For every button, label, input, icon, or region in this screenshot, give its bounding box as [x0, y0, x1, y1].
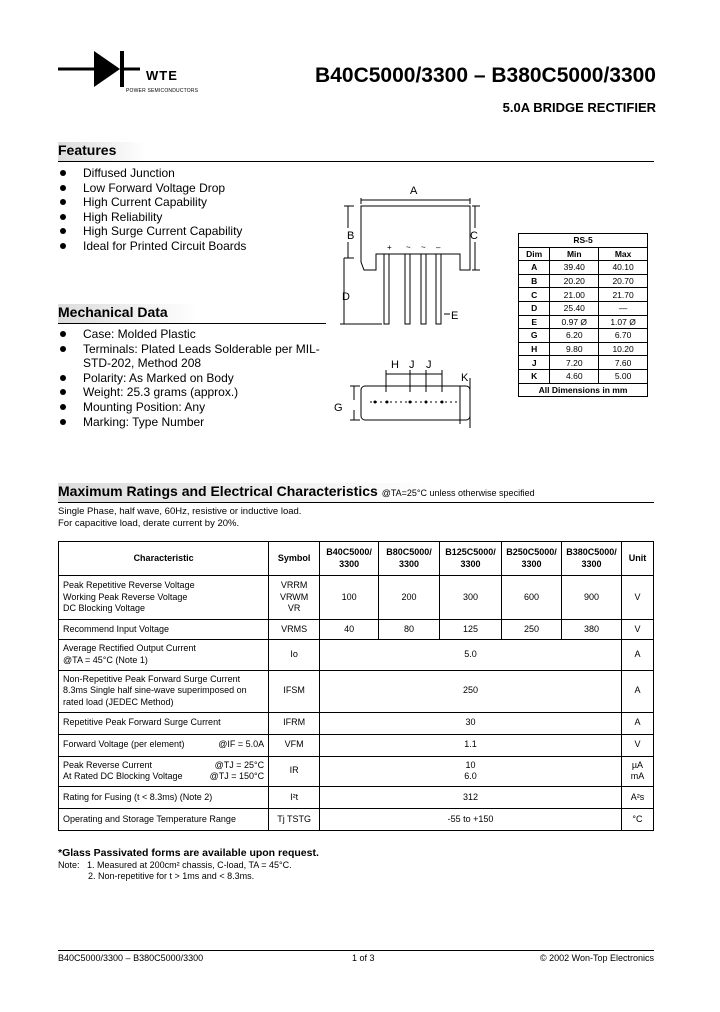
- row-value: 600: [502, 576, 562, 620]
- table-row: [519, 369, 648, 383]
- row-symbol: IFRM: [269, 712, 320, 734]
- row-label: @TA = 45°C (Note 1): [63, 654, 148, 665]
- row-unit: A: [621, 712, 653, 734]
- dim-cell: 39.40: [550, 261, 599, 275]
- dim-cell: 20.20: [550, 274, 599, 288]
- feature-item: Diffused Junction: [58, 166, 318, 181]
- row-label: At Rated DC Blocking Voltage: [63, 771, 183, 782]
- row-value: 30: [320, 712, 622, 734]
- mechanical-item: Mounting Position: Any: [58, 400, 328, 415]
- mechanical-item: Terminals: Plated Leads Solderable per MIL-STD-202, Method 208: [58, 342, 328, 371]
- row-label: Repetitive Peak Forward Surge Current: [59, 712, 269, 734]
- footer-part-number: B40C5000/3300 – B380C5000/3300: [58, 953, 204, 963]
- row-value: 312: [320, 787, 622, 809]
- row-symbol: Io: [269, 640, 320, 670]
- col-header: Symbol: [269, 542, 320, 576]
- dim-cell: 21.70: [599, 288, 648, 302]
- col-header: B125C5000/ 3300: [440, 542, 502, 576]
- footer-copyright: © 2002 Won-Top Electronics: [539, 953, 654, 963]
- dim-col-header: Dim: [519, 247, 550, 261]
- row-label: Operating and Storage Temperature Range: [59, 809, 269, 831]
- package-outline-diagram: [330, 178, 510, 438]
- row-unit: mA: [630, 771, 645, 782]
- ratings-condition: @TA=25°C unless otherwise specified: [381, 488, 535, 498]
- dim-label-g: G: [334, 402, 343, 414]
- row-label: 8.3ms Single half sine-wave superimposed on: [63, 685, 247, 696]
- row-label: rated load (JEDEC Method): [63, 696, 174, 707]
- glass-passivated-note: *Glass Passivated forms are available upon request.: [58, 847, 319, 859]
- row-label: Working Peak Reverse Voltage: [63, 591, 188, 602]
- col-header: Unit: [621, 542, 653, 576]
- row-label: Recommend Input Voltage: [59, 620, 269, 640]
- feature-item: Ideal for Printed Circuit Boards: [58, 239, 318, 254]
- dim-cell: B: [519, 274, 550, 288]
- page-subtitle: 5.0A BRIDGE RECTIFIER: [502, 100, 656, 115]
- table-row: [519, 315, 648, 329]
- logo-text: WTE: [146, 68, 178, 83]
- dim-cell: 25.40: [550, 301, 599, 315]
- table-row: [59, 756, 654, 786]
- row-value: 250: [320, 670, 622, 712]
- row-symbol: Tj TSTG: [269, 809, 320, 831]
- row-symbol: VFM: [269, 734, 320, 756]
- row-value: 5.0: [320, 640, 622, 670]
- footer-divider: [58, 950, 654, 951]
- dimension-table: [518, 233, 648, 397]
- dim-cell: 40.10: [599, 261, 648, 275]
- dim-label-e: E: [451, 310, 459, 322]
- col-header: B250C5000/ 3300: [502, 542, 562, 576]
- dim-cell: 6.20: [550, 329, 599, 343]
- dim-label-d: D: [342, 291, 350, 303]
- row-symbol: VRMS: [269, 620, 320, 640]
- row-unit: A: [621, 640, 653, 670]
- dim-cell: G: [519, 329, 550, 343]
- polarity-mark: ~: [421, 243, 426, 252]
- table-row: [59, 670, 654, 712]
- dim-cell: K: [519, 369, 550, 383]
- features-header: [58, 142, 654, 162]
- row-unit: A: [621, 670, 653, 712]
- row-condition: @TJ = 150°C: [209, 771, 265, 782]
- row-symbol: IR: [269, 756, 320, 786]
- dim-cell: 4.60: [550, 369, 599, 383]
- ratings-header: [58, 483, 654, 503]
- row-label: Peak Repetitive Reverse Voltage: [63, 580, 195, 590]
- dim-cell: 7.20: [550, 356, 599, 370]
- table-row: [59, 712, 654, 734]
- row-label: DC Blocking Voltage: [63, 603, 146, 614]
- intro-line: Single Phase, half wave, 60Hz, resistive or inductive load.: [58, 506, 302, 517]
- mechanical-list: [58, 327, 328, 429]
- row-value: 300: [440, 576, 502, 620]
- row-unit: A²s: [621, 787, 653, 809]
- page-title: B40C5000/3300 – B380C5000/3300: [315, 64, 656, 87]
- table-row: [519, 329, 648, 343]
- row-condition: @TJ = 25°C: [214, 759, 265, 770]
- ratings-table: [58, 541, 654, 831]
- row-unit: V: [621, 620, 653, 640]
- mechanical-item: Weight: 25.3 grams (approx.): [58, 385, 328, 400]
- table-row: [519, 261, 648, 275]
- table-row: [59, 620, 654, 640]
- dim-cell: 1.07 Ø: [599, 315, 648, 329]
- row-symbol: I²t: [269, 787, 320, 809]
- dim-label-a: A: [410, 185, 418, 197]
- row-condition: @IF = 5.0A: [218, 739, 265, 750]
- ratings-intro: [58, 506, 301, 530]
- dim-label-c: C: [470, 230, 478, 242]
- row-symbol: VRRM: [280, 580, 308, 590]
- dim-cell: 7.60: [599, 356, 648, 370]
- dim-cell: 0.97 Ø: [550, 315, 599, 329]
- dim-cell: J: [519, 356, 550, 370]
- dim-cell: 10.20: [599, 342, 648, 356]
- dim-cell: E: [519, 315, 550, 329]
- row-unit: V: [621, 576, 653, 620]
- row-value: 380: [561, 620, 621, 640]
- ratings-heading: Maximum Ratings and Electrical Characteristics: [58, 483, 378, 499]
- row-value: 125: [440, 620, 502, 640]
- polarity-mark: –: [436, 243, 441, 252]
- mechanical-item: Polarity: As Marked on Body: [58, 371, 328, 386]
- row-label: Forward Voltage (per element): [63, 739, 185, 750]
- package-name: RS-5: [519, 234, 648, 248]
- feature-item: High Reliability: [58, 210, 318, 225]
- mechanical-item: Case: Molded Plastic: [58, 327, 328, 342]
- dim-label-b: B: [347, 230, 355, 242]
- table-row: [519, 288, 648, 302]
- row-symbol: VRWM: [279, 591, 309, 602]
- row-label: Peak Reverse Current: [63, 759, 153, 770]
- note-item: 1. Measured at 200cm² chassis, C-load, TA = 45°C.: [87, 859, 292, 870]
- table-row: [519, 301, 648, 315]
- row-value: 1.1: [320, 734, 622, 756]
- row-value: 40: [320, 620, 379, 640]
- logo-subtext: POWER SEMICONDUCTORS: [126, 88, 199, 94]
- polarity-mark: ~: [406, 243, 411, 252]
- table-row: [59, 640, 654, 670]
- table-row: [59, 576, 654, 620]
- dim-cell: 9.80: [550, 342, 599, 356]
- mechanical-header: [58, 304, 326, 324]
- dim-col-header: Max: [599, 247, 648, 261]
- dim-label-j: J: [426, 359, 432, 371]
- footer-page-number: 1 of 3: [352, 953, 375, 963]
- row-label: Rating for Fusing (t < 8.3ms) (Note 2): [59, 787, 269, 809]
- row-value: 900: [561, 576, 621, 620]
- dim-label-j: J: [409, 359, 415, 371]
- col-header: B380C5000/ 3300: [561, 542, 621, 576]
- row-value: 200: [379, 576, 440, 620]
- note-item: 2. Non-repetitive for t > 1ms and < 8.3ms.: [88, 871, 255, 881]
- row-unit: V: [621, 734, 653, 756]
- table-row: [519, 356, 648, 370]
- notes-section: [58, 848, 319, 883]
- dim-cell: 21.00: [550, 288, 599, 302]
- table-row: [59, 787, 654, 809]
- table-row: [519, 274, 648, 288]
- dim-cell: —: [599, 301, 648, 315]
- mechanical-heading: Mechanical Data: [58, 304, 168, 320]
- row-unit: µA: [631, 759, 644, 770]
- dim-cell: A: [519, 261, 550, 275]
- dim-cell: 20.70: [599, 274, 648, 288]
- col-header: Characteristic: [59, 542, 269, 576]
- dim-cell: 6.70: [599, 329, 648, 343]
- intro-line: For capacitive load, derate current by 20%.: [58, 518, 240, 529]
- row-value: 6.0: [464, 771, 477, 782]
- table-row: [59, 809, 654, 831]
- features-heading: Features: [58, 142, 117, 158]
- row-symbol: VR: [287, 603, 301, 614]
- table-row: [519, 342, 648, 356]
- feature-item: High Current Capability: [58, 195, 318, 210]
- polarity-mark: +: [387, 243, 392, 252]
- dim-cell: C: [519, 288, 550, 302]
- dim-col-header: Min: [550, 247, 599, 261]
- row-label: Non-Repetitive Peak Forward Surge Current: [63, 673, 241, 684]
- row-label: Average Rectified Output Current: [63, 643, 196, 654]
- row-value: -55 to +150: [320, 809, 622, 831]
- col-header: B80C5000/ 3300: [379, 542, 440, 576]
- dim-label-h: H: [391, 359, 399, 371]
- note-label: Note:: [58, 859, 80, 870]
- features-list: [58, 166, 318, 254]
- row-value: 80: [379, 620, 440, 640]
- row-symbol: IFSM: [269, 670, 320, 712]
- col-header: B40C5000/ 3300: [320, 542, 379, 576]
- dim-cell: 5.00: [599, 369, 648, 383]
- row-value: 100: [320, 576, 379, 620]
- feature-item: Low Forward Voltage Drop: [58, 181, 318, 196]
- dim-cell: D: [519, 301, 550, 315]
- feature-item: High Surge Current Capability: [58, 224, 318, 239]
- mechanical-item: Marking: Type Number: [58, 415, 328, 430]
- row-value: 250: [502, 620, 562, 640]
- dim-label-k: K: [461, 372, 469, 384]
- dimension-footer: All Dimensions in mm: [519, 383, 648, 397]
- table-row: [59, 734, 654, 756]
- row-unit: °C: [621, 809, 653, 831]
- row-value: 10: [465, 759, 476, 770]
- dim-cell: H: [519, 342, 550, 356]
